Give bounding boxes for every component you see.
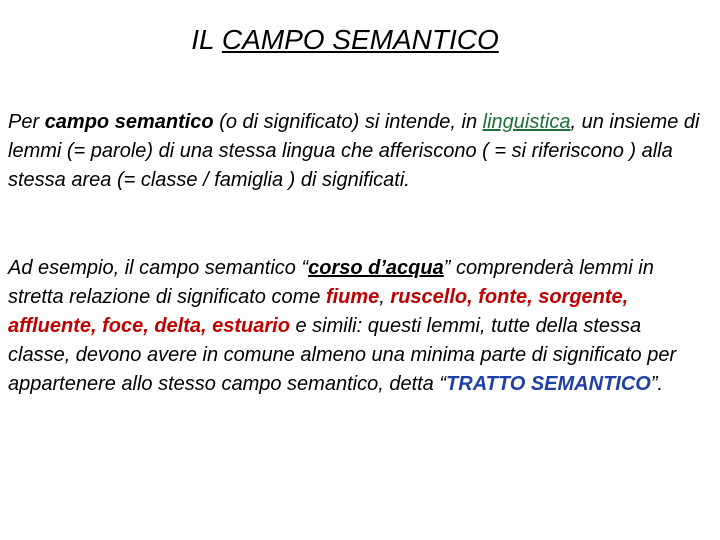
example-word-list: ruscello, fonte, sorgente, affluente, foce, delta, estuario: [8, 286, 629, 337]
example-term: corso d’acqua: [308, 257, 444, 279]
ex-text-3: ,: [379, 286, 391, 308]
def-text-2: (o di significato) si intende, in: [213, 111, 483, 133]
def-term: campo semantico: [44, 111, 214, 133]
ex-text-2: ” comprenderà lemmi in stretta relazione di significato come: [8, 257, 654, 308]
ex-text-1: Ad esempio, il campo semantico “: [8, 257, 309, 279]
linguistica-link[interactable]: linguistica: [482, 111, 571, 133]
slide-title: [0, 22, 690, 58]
example-paragraph: [8, 254, 708, 399]
ex-text-4: e simili: questi lemmi, tutte della stessa classe, devono avere in comune almeno una minima parte di significato per appartenere allo stesso campo semantico, detta “: [8, 315, 677, 395]
title-prefix: IL: [191, 24, 222, 55]
def-text-3: , un insieme di lemmi (= parole) di una stessa lingua che afferiscono ( = si riferiscono ) alla stessa area (= classe / famiglia ) di significati.: [8, 111, 700, 191]
ex-text-5: ”.: [650, 373, 664, 395]
tratto-semantico-term: TRATTO SEMANTICO: [446, 373, 651, 395]
def-text-1: Per: [8, 111, 45, 133]
example-word-fiume: fiume: [325, 286, 380, 308]
title-underlined: CAMPO SEMANTICO: [221, 24, 499, 55]
definition-paragraph: [8, 108, 708, 195]
